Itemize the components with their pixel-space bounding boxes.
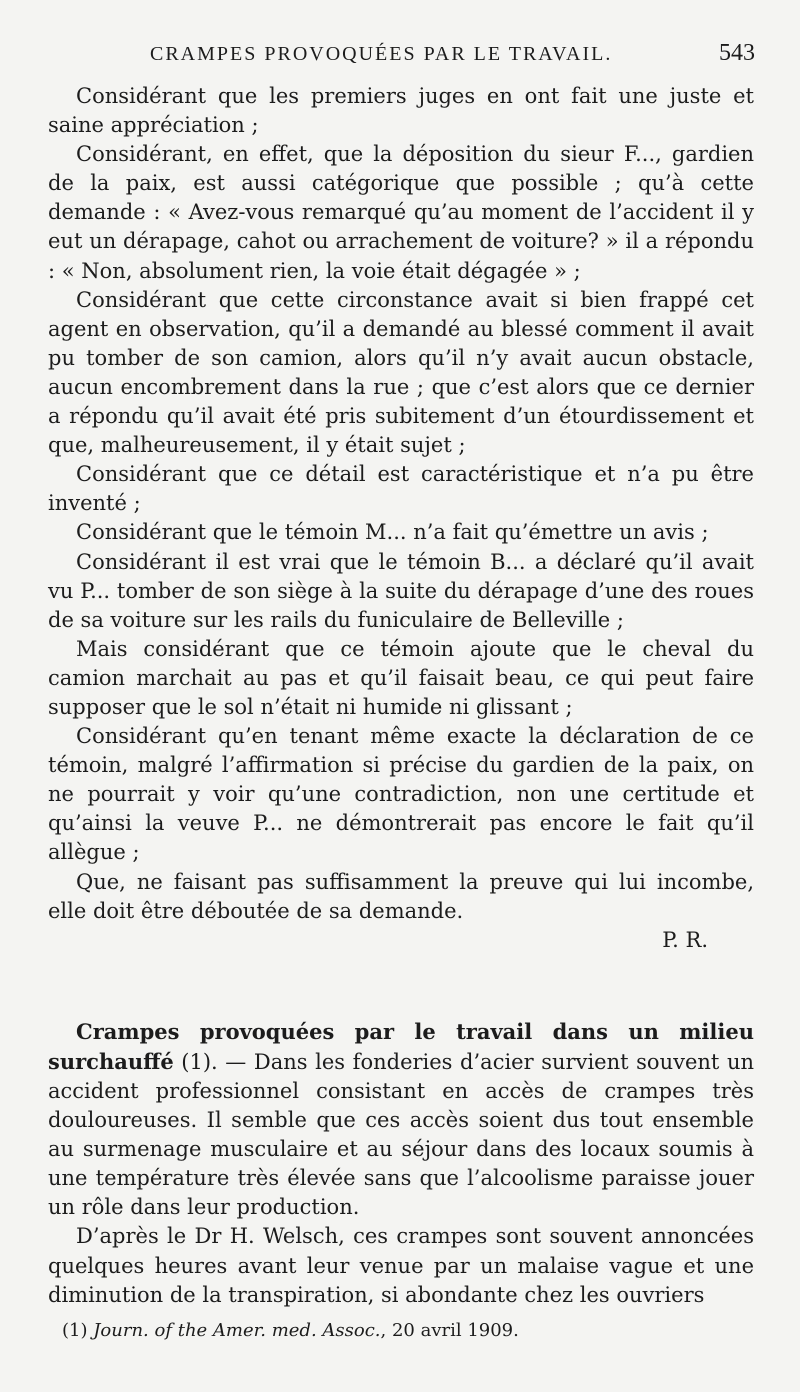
- paragraph: Considérant il est vrai que le témoin B... a déclaré qu’il avait vu P... tomber de son siège à la suite du dérapage d’une des roues de sa voiture sur les rails du funiculaire de Belleville ;: [48, 549, 754, 632]
- section-paragraph: [48, 1017, 754, 1223]
- paragraph: Mais considérant que ce témoin ajoute que le cheval du camion marchait au pas et qu’il faisait beau, ce qui peut faire supposer que le sol n’était ni humide ni glissant ;: [48, 636, 754, 719]
- paragraph: Considérant qu’en tenant même exacte la déclaration de ce témoin, malgré l’affirmation si précise du gardien de la paix, on ne pourrait y voir qu’une contradiction, non une certitude et qu’ainsi la veuve P... ne démontrerait pas encore le fait qu’il allègue ;: [48, 724, 754, 865]
- page-header: [150, 40, 755, 67]
- footnote-marker: (1): [62, 1320, 94, 1341]
- footnote: [62, 1320, 519, 1341]
- page-number: 543: [719, 40, 755, 66]
- paragraph: Considérant que le témoin M... n’a fait qu’émettre un avis ;: [76, 520, 709, 545]
- paragraph: Considérant que les premiers juges en ont fait une juste et saine appréciation ;: [48, 84, 754, 138]
- paragraph: Considérant que ce détail est caractéristique et n’a pu être inventé ;: [48, 462, 754, 516]
- section-text: (1). — Dans les fonderies d’acier survient souvent un accident professionnel consistant en accès de crampes très douloureuses. Il semble que ces accès soient dus tout ensemble au surmenage musculaire et au séjour dans des locaux soumis à une température très élevée sans que l’alcoolisme paraisse jouer un rôle dans leur production.: [48, 1049, 754, 1220]
- footnote-date: , 20 avril 1909.: [380, 1320, 519, 1341]
- running-head: CRAMPES PROVOQUÉES PAR LE TRAVAIL.: [150, 43, 613, 65]
- paragraph: D’après le Dr H. Welsch, ces crampes sont souvent annoncées quelques heures avant leur venue par un malaise vague et une diminution de la transpiration, si abondante chez les ouvriers: [48, 1224, 754, 1307]
- body-text: [48, 82, 754, 1310]
- section-spacer: [48, 955, 754, 1017]
- signature: P. R.: [662, 927, 708, 952]
- paragraph: Considérant, en effet, que la déposition du sieur F..., gardien de la paix, est aussi catégorique que possible ; qu’à cette demande : « Avez-vous remarqué qu’au moment de l’accident il y eut un dérapage, cahot ou arrachement de voiture? » il a répondu : « Non, absolument rien, la voie était dégagée » ;: [48, 142, 754, 283]
- section-title: Crampes provoquées par le travail dans un milieu surchauffé: [48, 1018, 754, 1074]
- footnote-source: Journ. of the Amer. med. Assoc.: [93, 1320, 381, 1341]
- paragraph: Considérant que cette circonstance avait si bien frappé cet agent en observation, qu’il a demandé au blessé comment il avait pu tomber de son camion, alors qu’il n’y avait aucun obstacle, aucun encombrement dans la rue ; que c’est alors que ce dernier a répondu qu’il avait été pris subitement d’un étourdissement et que, malheureusement, il y était sujet ;: [48, 287, 754, 458]
- paragraph: Que, ne faisant pas suffisamment la preuve qui lui incombe, elle doit être déboutée de sa demande.: [48, 869, 754, 923]
